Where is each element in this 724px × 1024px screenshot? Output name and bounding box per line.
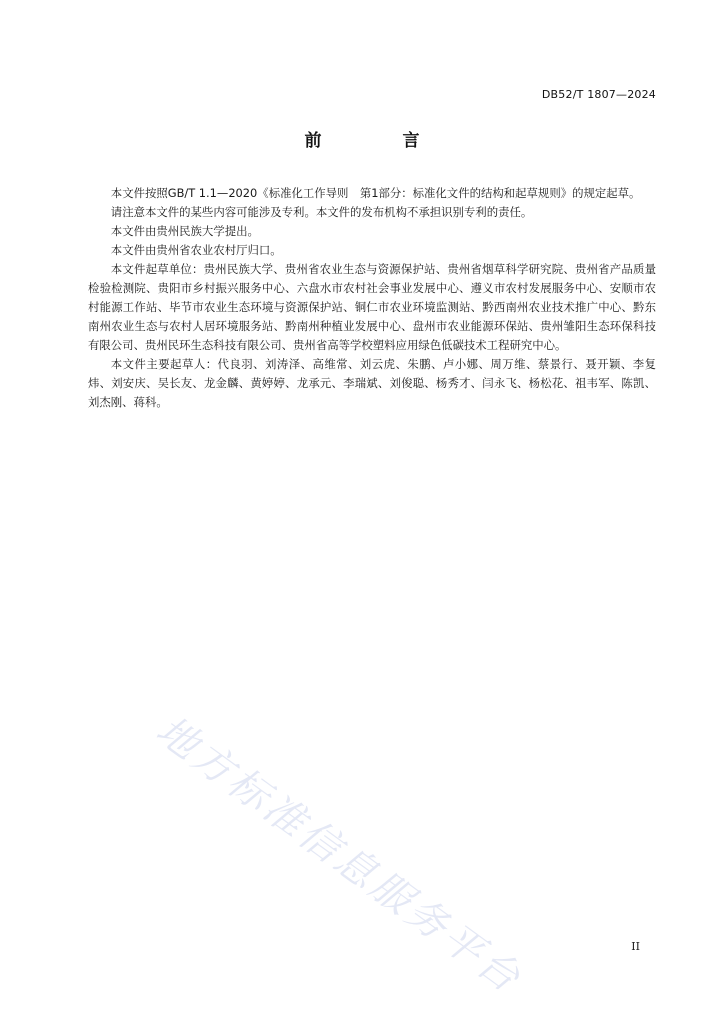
page-number: II [631,940,640,953]
paragraph-patent-notice: 请注意本文件的某些内容可能涉及专利。本文件的发布机构不承担识别专利的责任。 [110,205,533,219]
standard-code: DB52/T 1807—2024 [541,88,656,101]
paragraph-drafting-units: 本文件起草单位：贵州民族大学、贵州省农业生态与资源保护站、贵州省烟草科学研究院、贵州省产品质量检验检测院、贵阳市乡村振兴服务中心、六盘水市农村社会事业发展中心、遵义市农村发展服务中心、安顺市农村能源工作站、毕节市农业生态环境与资源保护站、铜仁市农业环境监测站、黔西南州农业技术推广中心、黔东南州农业生态与农村人居环境服务站、黔南州种植业发展中心、盘州市农业能源环保站、贵州雏阳生态环保科技有限公司、贵州民环生态科技有限公司、贵州省高等学校塑料应用绿色低碳技术工程研究中心。 [88,262,656,352]
paragraph-drafting-rules: 本文件按照GB/T 1.1—2020《标准化工作导则 第1部分：标准化文件的结构和起草规则》的规定起草。 [110,186,641,200]
paragraph-drafters: 本文件主要起草人：代良羽、刘涛泽、高维常、刘云虎、朱鹏、卢小娜、周万维、蔡景行、聂开颖、李复炜、刘安庆、吴长友、龙金麟、黄婷婷、龙承元、李瑞斌、刘俊聪、杨秀才、闫永飞、杨松花、祖韦军、陈凯、刘杰刚、蒋科。 [88,357,656,409]
foreword-body [88,184,656,412]
watermark: 地方标准信息服务平台 [147,707,531,1004]
paragraph-administrator: 本文件由贵州省农业农村厅归口。 [110,243,282,257]
page-title: 前 言 [304,131,452,151]
paragraph-proposer: 本文件由贵州民族大学提出。 [110,224,259,238]
